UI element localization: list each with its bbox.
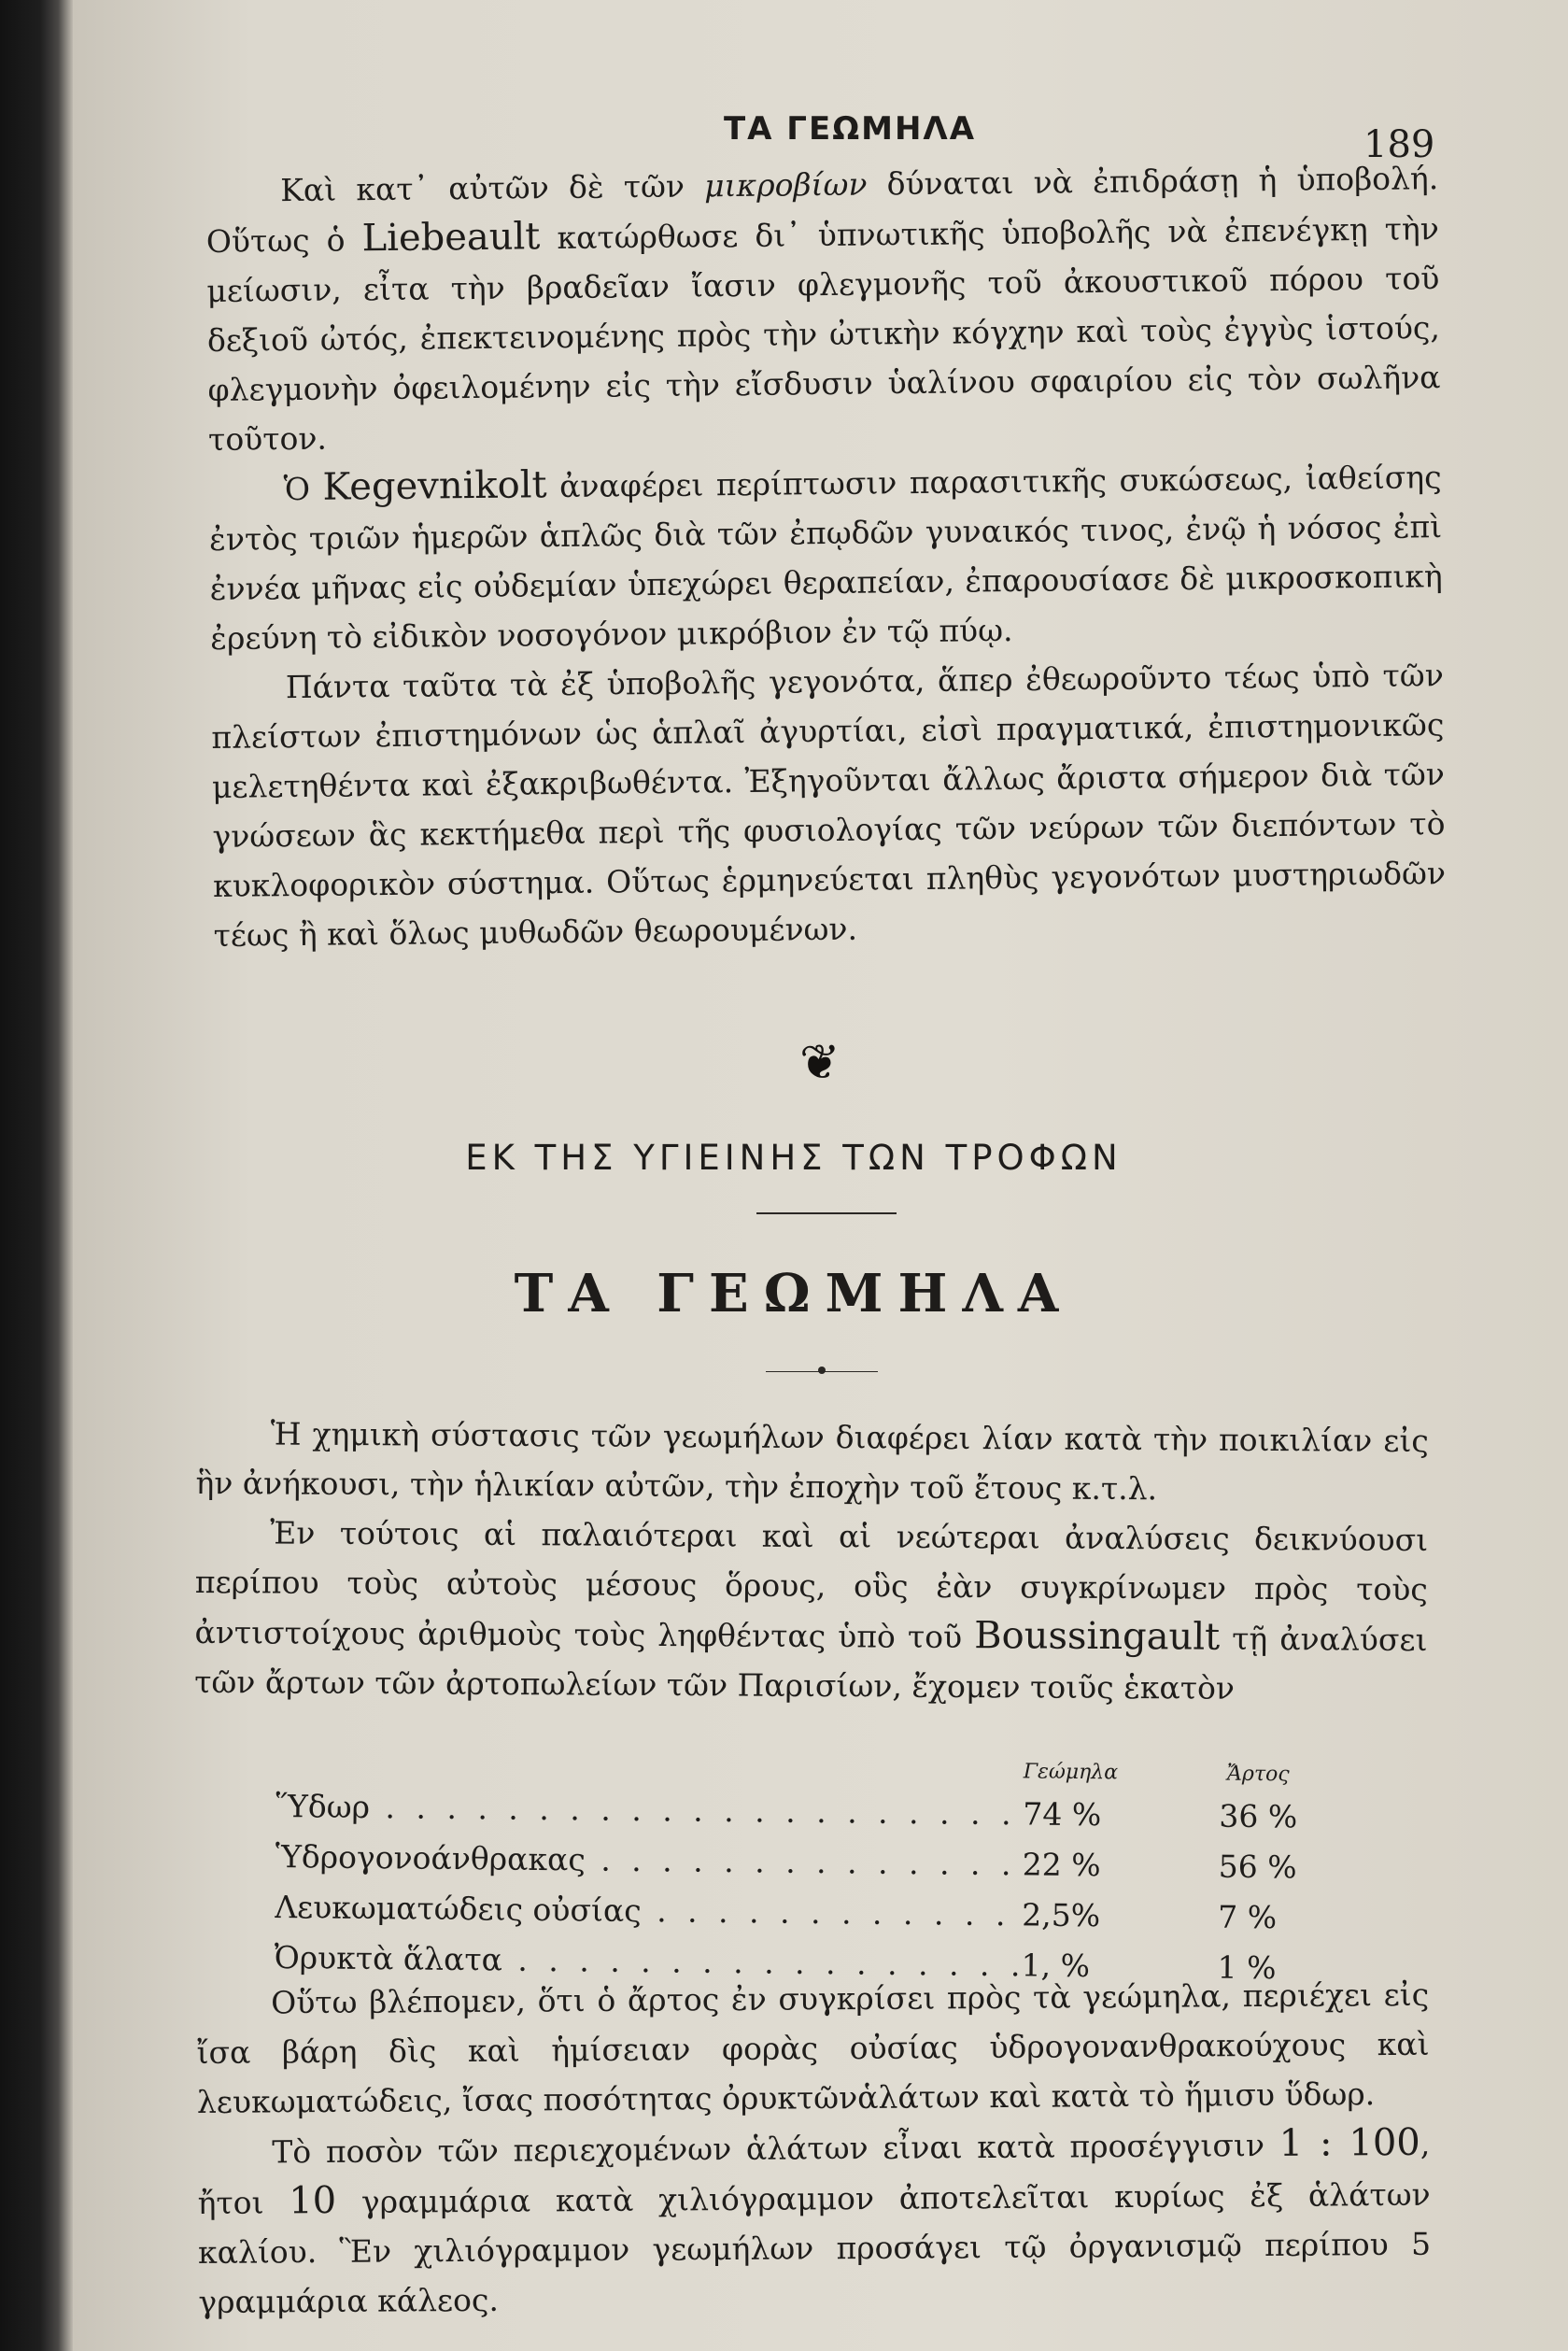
paragraph-analyses: Ἐν τούτοις αἱ παλαιότεραι καὶ αἱ νεώτεραι ἀναλύσεις δεικνύουσι περίπου τοὺς αὐτοὺς μέσους ὅρους, οὓς ἐὰν συγκρίνωμεν πρὸς τοὺς ἀντιστοίχους ἀριθμοὺς τοὺς ληφθέντας ὑπὸ τοῦ Boussingault τῇ ἀναλύσει τῶν ἄρτων τῶν ἀρτοπωλείων τῶν Παρισίων, ἔχομεν τοιῦς ἑκατὸν bbox=[194, 1514, 1429, 1707]
section-title: ΕΚ ΤΗΣ ΥΓΙΕΙΝΗΣ ΤΩΝ ΤΡΟΦΩΝ bbox=[465, 1138, 1123, 1178]
potatoes-value: 22 % bbox=[1022, 1846, 1101, 1884]
book-gutter bbox=[0, 0, 73, 2351]
row-label: Ὀρυκτὰ ἅλατα . . . bbox=[274, 1939, 1021, 1983]
potatoes-value: 2,5% bbox=[1022, 1896, 1101, 1934]
paragraph-comparison: Οὕτω βλέπομεν, ὅτι ὁ ἄρτος ἐν συγκρίσει πρὸς τὰ γεώμηλα, περιέχει εἰς ἴσα βάρη δὶς καὶ ἡμίσειαν φορὰς οὐσίας ὑδρογονανθρακούχους καὶ λευκωματώδεις, ἴσας ποσότητας ὀρυκτῶνἁλάτων καὶ κατὰ τὸ ἥμισυ ὕδωρ. bbox=[196, 1976, 1430, 2120]
column-header-potatoes: Γεώμηλα bbox=[1023, 1760, 1119, 1785]
running-head: ΤΑ ΓΕΩΜΗΛΑ bbox=[723, 110, 977, 148]
row-label: Ὕδωρ . . . bbox=[275, 1788, 1023, 1832]
paragraph-kegevnikolt: Ὁ Kegevnikolt ἀναφέρει περίπτωσιν παρασιτικῆς συκώσεως, ἰαθείσης ἐντὸς τριῶν ἡμερῶν ἁπλῶς διὰ τῶν ἐπῳδῶν γυναικός τινος, ἐνῷ ἡ νόσος ἐπὶ ἐννέα μῆνας εἰς οὐδεμίαν ὑπεχώρει θεραπείαν, ἐπαρουσίασε δὲ μικροσκοπικὴ ἐρεύνη τὸ εἰδικὸν νοσογόνον μικρόβιον ἐν τῷ πύῳ. bbox=[208, 459, 1443, 657]
divider-rule bbox=[756, 1212, 897, 1214]
page-number: 189 bbox=[1363, 123, 1435, 166]
row-label: Ὑδρογονοάνθρακας . . . bbox=[275, 1838, 1023, 1882]
article-title: ΤΑ ΓΕΩΜΗΛΑ bbox=[514, 1263, 1074, 1324]
section-3-text bbox=[196, 1970, 1432, 2327]
bread-value: 7 % bbox=[1218, 1898, 1278, 1936]
column-header-bread: Ἄρτος bbox=[1226, 1762, 1290, 1787]
section-1-text bbox=[205, 153, 1447, 960]
paragraph-chemical-composition: Ἡ χημικὴ σύστασις τῶν γεωμήλων διαφέρει λίαν κατὰ τὴν ποικιλίαν εἰς ἣν ἀνήκουσι, τὴν ἡλικίαν αὐτῶν, τὴν ἐποχὴν τοῦ ἔτους κ.τ.λ. bbox=[195, 1415, 1429, 1508]
paragraph-liebeault: Καὶ κατ᾽ αὐτῶν δὲ τῶν μικροβίων δύναται νὰ ἐπιδράσῃ ἡ ὑποβολή. Οὕτως ὁ Liebeault κατώρθωσε δι᾽ ὑπνωτικῆς ὑποβολῆς νὰ ἐπενέγκῃ τὴν μείωσιν, εἶτα τὴν βραδεῖαν ἴασιν φλεγμονῆς τοῦ ἀκουστικοῦ πόρου τοῦ δεξιοῦ ὠτός, ἐπεκτεινομένης πρὸς τὴν ὠτικὴν κόγχην καὶ τοὺς ἐγγὺς ἱστούς, φλεγμονὴν ὀφειλομένην εἰς τὴν εἴσδυσιν ὑαλίνου σφαιρίου εἰς τὸν σωλῆνα τοῦτον. bbox=[205, 160, 1441, 458]
paragraph-salts: Τὸ ποσὸν τῶν περιεχομένων ἁλάτων εἶναι κατὰ προσέγγισιν 1 : 100, ἤτοι 10 γραμμάρια κατὰ χιλιόγραμμον ἀποτελεῖται κυρίως ἐξ ἁλάτων καλίου. Ἓν χιλιόγραμμον γεωμήλων προσάγει τῷ ὀργανισμῷ περίπου 5 γραμμάρια κάλεος. bbox=[197, 2120, 1432, 2320]
row-label: Λευκωματώδεις οὐσίας . . . bbox=[275, 1889, 1022, 1933]
bread-value: 36 % bbox=[1219, 1797, 1298, 1835]
leaf-ornament-icon: ❦ bbox=[799, 1035, 841, 1091]
composition-table bbox=[274, 1752, 1350, 2001]
section-2-text bbox=[194, 1409, 1429, 1714]
paragraph-conclusion: Πάντα ταῦτα τὰ ἐξ ὑποβολῆς γεγονότα, ἅπερ ἐθεωροῦντο τέως ὑπὸ τῶν πλείστων ἐπιστημόνων ὡς ἁπλαῖ ἀγυρτίαι, εἰσὶ πραγματικά, ἐπιστημονικῶς μελετηθέντα καὶ ἐξακριβωθέντα. Ἐξηγοῦνται ἄλλως ἄριστα σήμερον διὰ τῶν γνώσεων ἃς κεκτήμεθα περὶ τῆς φυσιολογίας τῶν νεύρων τῶν διεπόντων τὸ κυκλοφορικὸν σύστημα. Οὕτως ἑρμηνεύεται πληθὺς γεγονότων μυστηριωδῶν τέως ἢ καὶ ὅλως μυθωδῶν θεωρουμένων. bbox=[211, 657, 1447, 954]
bread-value: 56 % bbox=[1218, 1848, 1297, 1886]
divider-dot bbox=[818, 1367, 826, 1374]
potatoes-value: 1, % bbox=[1021, 1947, 1091, 1985]
bread-value: 1 % bbox=[1217, 1948, 1277, 1987]
potatoes-value: 74 % bbox=[1023, 1795, 1102, 1834]
